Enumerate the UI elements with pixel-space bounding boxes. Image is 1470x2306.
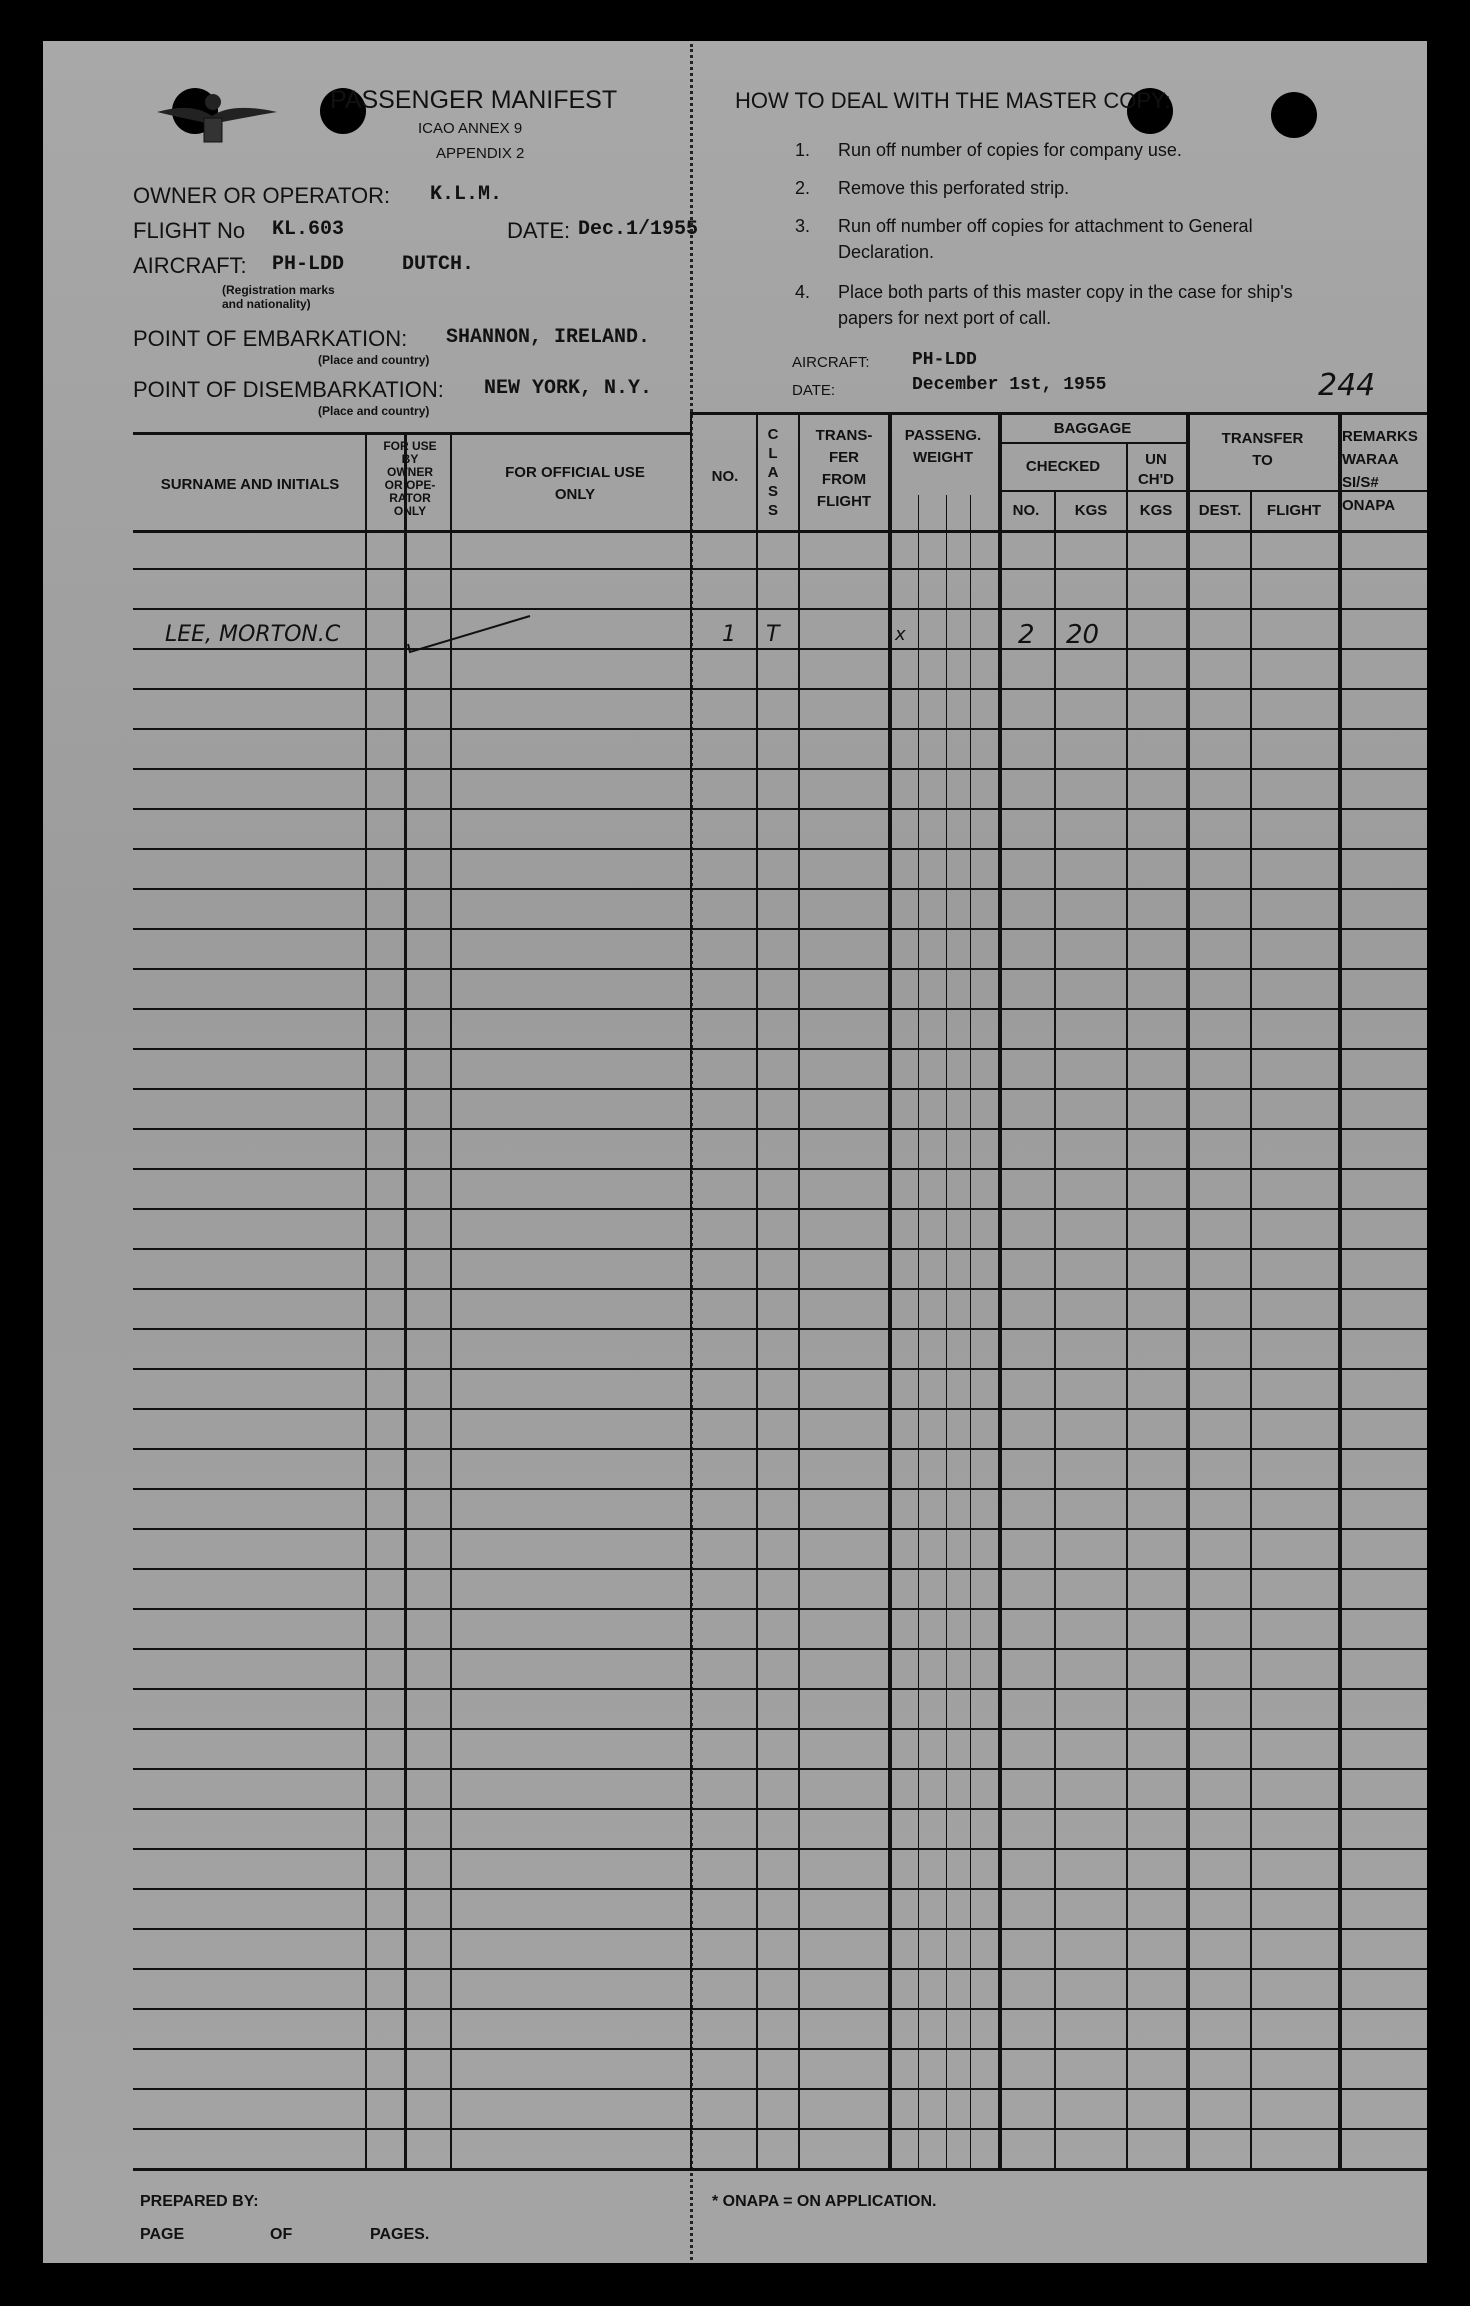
column-rule (888, 415, 892, 2168)
col-header-unchd: UN CH'D (1137, 451, 1175, 488)
row-rule (133, 2088, 1427, 2090)
passenger-no: 1 (722, 622, 736, 647)
passenger-class: T (766, 622, 780, 647)
row-rule (133, 1248, 1427, 1250)
of-label: OF (270, 2226, 293, 2243)
sub-rule (1000, 442, 1186, 444)
column-rule (1250, 490, 1252, 2168)
col-header-checked: CHECKED (1025, 458, 1101, 475)
row-rule (133, 1048, 1427, 1050)
col-header-surname: SURNAME AND INITIALS (160, 476, 340, 493)
row-rule (133, 1928, 1427, 1930)
row-rule (133, 808, 1427, 810)
instruction-number: 1. (795, 140, 811, 160)
col-header-checked-kgs: KGS (1074, 502, 1108, 519)
row-rule (133, 888, 1427, 890)
punch-hole (1271, 92, 1317, 138)
row-rule (133, 1448, 1427, 1450)
instructions-title: HOW TO DEAL WITH THE MASTER COPY: (735, 88, 1171, 113)
passenger-surname: LEE, MORTON.C (165, 622, 341, 647)
flight-value: KL.603 (272, 218, 345, 241)
row-rule (133, 1728, 1427, 1730)
embarkation-value: SHANNON, IRELAND. (446, 326, 651, 349)
flight-label: FLIGHT No (133, 218, 246, 243)
column-rule (946, 495, 947, 2168)
prepared-by-label: PREPARED BY: (140, 2193, 259, 2210)
baggage-checked-kgs: 20 (1066, 620, 1100, 650)
column-rule (450, 435, 452, 2168)
col-header-transfer-to: TRANSFER TO (1221, 430, 1304, 469)
instr-date-value: December 1st, 1955 (912, 375, 1107, 395)
header-rule (133, 432, 690, 435)
instruction-text-cont: papers for next port of call. (838, 308, 1052, 328)
column-rule (970, 495, 971, 2168)
row-rule (133, 928, 1427, 930)
row-rule (133, 768, 1427, 770)
row-rule (133, 728, 1427, 730)
row-rule (133, 1328, 1427, 1330)
column-rule (1186, 415, 1190, 2168)
disembarkation-note: (Place and country) (318, 404, 430, 418)
row-rule (133, 1088, 1427, 1090)
instr-date-label: DATE: (792, 382, 836, 399)
row-rule (133, 1848, 1427, 1850)
row-rule (133, 1168, 1427, 1170)
column-rule (1338, 415, 1342, 2168)
column-rule (1054, 490, 1056, 2168)
disembarkation-label: POINT OF DISEMBARKATION: (133, 377, 444, 402)
annex-label: ICAO ANNEX 9 (418, 120, 523, 137)
col-header-remarks: REMARKS WARAA SI/S# ONAPA (1342, 428, 1418, 514)
column-rule (756, 415, 758, 2168)
row-rule (133, 648, 1427, 650)
instruction-text-cont: Declaration. (838, 242, 935, 262)
row-rule (133, 1008, 1427, 1010)
onapa-note: * ONAPA = ON APPLICATION. (712, 2193, 937, 2210)
col-header-transfer-from: TRANS- FER FROM FLIGHT (815, 427, 873, 510)
header-rule (690, 412, 1427, 415)
row-rule (133, 2128, 1427, 2130)
row-rule (133, 1968, 1427, 1970)
pages-label: PAGES. (370, 2226, 430, 2243)
row-rule (133, 1528, 1427, 1530)
page-label: PAGE (140, 2226, 185, 2243)
col-header-class: C L A S S (767, 426, 779, 519)
instruction-number: 2. (795, 178, 811, 198)
aircraft-label: AIRCRAFT: (133, 253, 247, 278)
passenger-weight-mark: x (895, 624, 906, 645)
col-header-no: NO. (711, 468, 739, 485)
aircraft-note-2: and nationality) (222, 297, 311, 311)
row-rule (133, 608, 1427, 610)
row-rule (133, 1608, 1427, 1610)
page-number: 244 (1318, 368, 1376, 403)
row-rule (133, 2008, 1427, 2010)
column-rule (404, 435, 407, 2168)
col-header-unchd-kgs: KGS (1139, 502, 1173, 519)
date-label: DATE: (507, 218, 571, 243)
owner-label: OWNER OR OPERATOR: (133, 183, 391, 208)
instruction-number: 4. (795, 282, 811, 302)
col-header-owner-use: FOR USE BY OWNER OR OPE- RATOR ONLY (383, 439, 437, 518)
row-rule (133, 1288, 1427, 1290)
col-header-flight: FLIGHT (1266, 502, 1322, 519)
row-rule (133, 1808, 1427, 1810)
header-rule (133, 530, 1427, 533)
instr-aircraft-label: AIRCRAFT: (792, 354, 870, 371)
column-rule (1126, 442, 1128, 2168)
date-value: Dec.1/1955 (578, 218, 699, 241)
row-rule (133, 1488, 1427, 1490)
row-rule (133, 1128, 1427, 1130)
row-rule (133, 1368, 1427, 1370)
embarkation-label: POINT OF EMBARKATION: (133, 326, 408, 351)
column-rule (365, 435, 367, 2168)
row-rule (133, 848, 1427, 850)
aircraft-value: PH-LDD (272, 253, 345, 276)
aircraft-note-1: (Registration marks (222, 283, 335, 297)
disembarkation-value: NEW YORK, N.Y. (484, 377, 653, 400)
embarkation-note: (Place and country) (318, 353, 430, 367)
column-rule (998, 415, 1002, 2168)
row-rule (133, 1568, 1427, 1570)
instruction-text: Place both parts of this master copy in the case for ship's (838, 282, 1293, 302)
owner-value: K.L.M. (430, 183, 503, 206)
column-rule (798, 415, 800, 2168)
baggage-checked-no: 2 (1018, 620, 1035, 650)
col-header-dest: DEST. (1198, 502, 1242, 519)
col-header-official: FOR OFFICIAL USE ONLY (505, 464, 645, 503)
instr-aircraft-value: PH-LDD (912, 350, 977, 370)
row-rule (133, 1408, 1427, 1410)
instruction-text: Remove this perforated strip. (838, 178, 1070, 198)
footer-rule (133, 2168, 1427, 2171)
instruction-text: Run off number off copies for attachment to General (838, 216, 1253, 236)
row-rule (133, 1888, 1427, 1890)
column-rule (690, 415, 692, 2168)
row-rule (133, 568, 1427, 570)
instruction-number: 3. (795, 216, 811, 236)
owner-check-mark (400, 600, 540, 660)
manifest-title: PASSENGER MANIFEST (330, 86, 618, 114)
row-rule (133, 2048, 1427, 2050)
col-header-baggage: BAGGAGE (1053, 420, 1132, 437)
row-rule (133, 968, 1427, 970)
aircraft-nationality: DUTCH. (402, 253, 475, 276)
appendix-label: APPENDIX 2 (436, 145, 525, 162)
row-rule (133, 1648, 1427, 1650)
col-header-checked-no: NO. (1012, 502, 1040, 519)
row-rule (133, 688, 1427, 690)
row-rule (133, 1688, 1427, 1690)
instruction-text: Run off number of copies for company use. (838, 140, 1182, 160)
row-rule (133, 1208, 1427, 1210)
klm-crown-logo (152, 82, 282, 152)
row-rule (133, 1768, 1427, 1770)
column-rule (918, 495, 919, 2168)
col-header-weight: PASSENG. WEIGHT (904, 427, 982, 466)
